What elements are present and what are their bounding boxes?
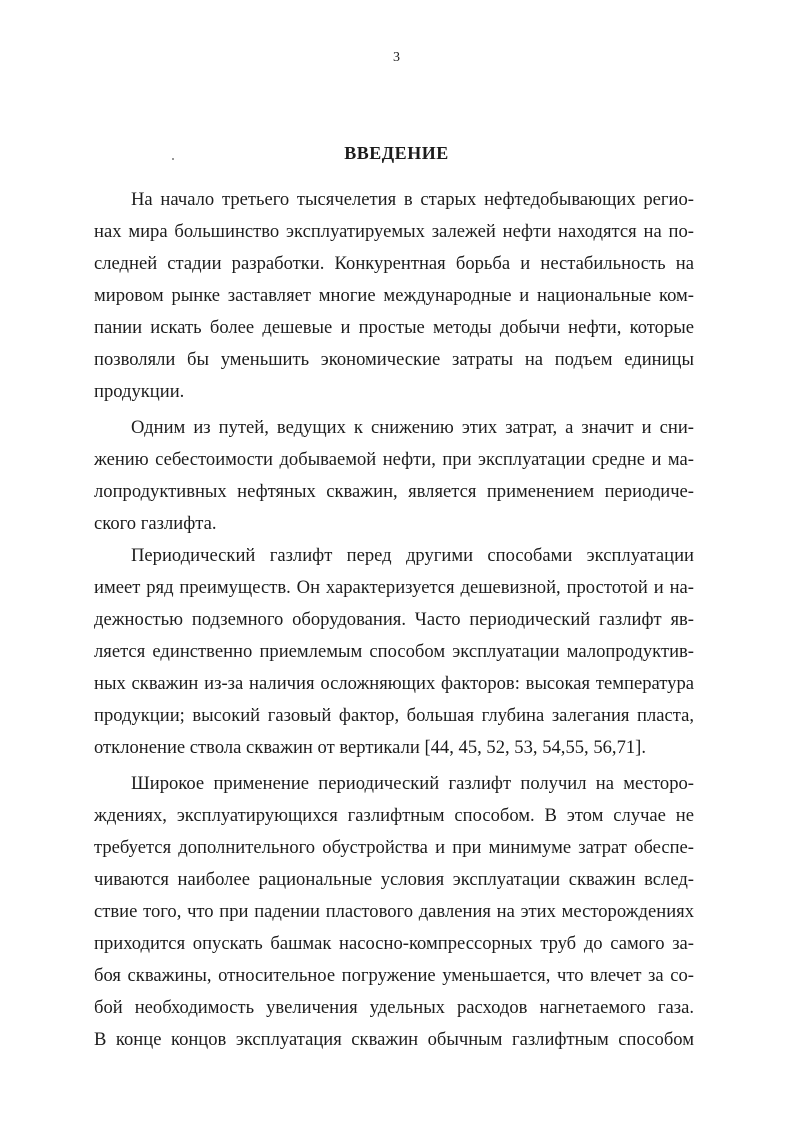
text-line: продукции. (94, 381, 185, 402)
text-line: Одним из путей, ведущих к снижению этих затрат, а значит и сни- (131, 417, 694, 438)
page-number: 3 (393, 50, 400, 65)
text-line: ляется единственно приемлемым способом эксплуатации малопродуктив- (94, 641, 694, 662)
text-line: лопродуктивных нефтяных скважин, является применением периодиче- (94, 481, 694, 502)
text-line: позволяли бы уменьшить экономические затраты на подъем единицы (94, 349, 694, 370)
text-line: требуется дополнительного обустройства и при минимуме затрат обеспе- (94, 837, 694, 858)
text-line: Широкое применение периодический газлифт получил на месторо- (131, 773, 694, 794)
text-line: боя скважины, относительное погружение уменьшается, что влечет за со- (94, 965, 694, 986)
text-line: бой необходимость увеличения удельных расходов нагнетаемого газа. (94, 997, 694, 1018)
text-line: мировом рынке заставляет многие международные и национальные ком- (94, 285, 694, 306)
section-heading: ВВЕДЕНИЕ (344, 143, 449, 163)
text-line: На начало третьего тысячелетия в старых нефтедобывающих регио- (131, 189, 694, 210)
text-line: жению себестоимости добываемой нефти, при эксплуатации средне и ма- (94, 449, 694, 470)
text-line: отклонение ствола скважин от вертикали [44, 45, 52, 53, 54,55, 56,71]. (94, 737, 647, 758)
text-line: продукции; высокий газовый фактор, большая глубина залегания пласта, (94, 705, 694, 726)
text-line: ных скважин из-за наличия осложняющих факторов: высокая температура (94, 673, 694, 694)
text-line: имеет ряд преимуществ. Он характеризуется дешевизной, простотой и на- (94, 577, 694, 598)
text-line: чиваются наиболее рациональные условия эксплуатации скважин вслед- (94, 869, 694, 890)
text-line: Периодический газлифт перед другими способами эксплуатации (131, 545, 694, 566)
scan-speck (172, 158, 174, 160)
text-line: ского газлифта. (94, 513, 217, 534)
text-line: В конце концов эксплуатация скважин обычным газлифтным способом (94, 1029, 694, 1050)
text-line: следней стадии разработки. Конкурентная борьба и нестабильность на (94, 253, 694, 274)
text-line: нах мира большинство эксплуатируемых залежей нефти находятся на по- (94, 221, 694, 242)
text-line: ствие того, что при падении пластового давления на этих месторождениях (94, 901, 694, 922)
text-line: дежностью подземного оборудования. Часто периодический газлифт яв- (94, 609, 694, 630)
text-line: пании искать более дешевые и простые методы добычи нефти, которые (94, 317, 694, 338)
text-line: приходится опускать башмак насосно-компрессорных труб до самого за- (94, 933, 694, 954)
text-line: ждениях, эксплуатирующихся газлифтным способом. В этом случае не (94, 805, 694, 826)
